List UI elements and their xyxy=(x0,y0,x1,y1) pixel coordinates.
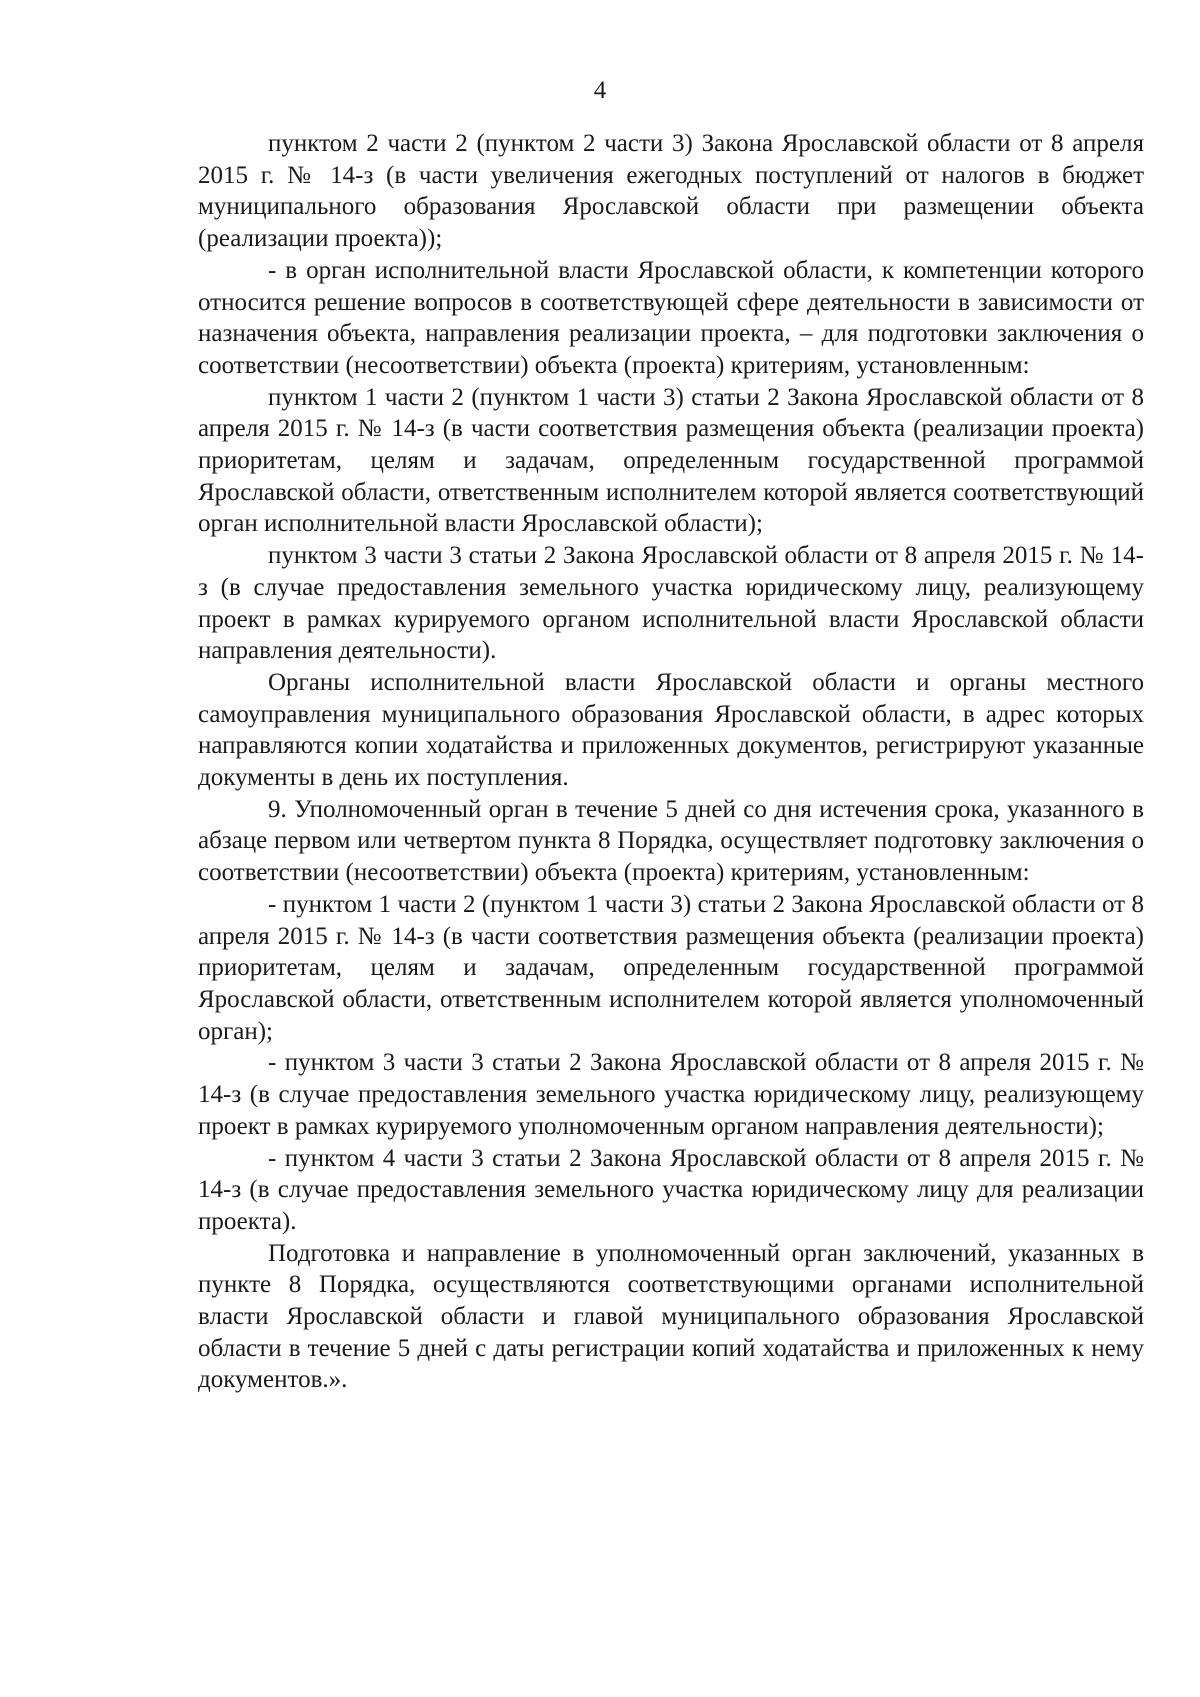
paragraph: Подготовка и направление в уполномоченный орган заключений, указанных в пункте 8 Порядка, осуществляются соответствующими органами исполнительной власти Ярославской области и главой муниципального образования Ярославской области в течение 5 дней с даты регистрации копий ходатайства и приложенных к нему документов.». xyxy=(198,1239,1144,1394)
page-number: 4 xyxy=(593,77,607,104)
paragraph: - в орган исполнительной власти Ярославской области, к компетенции которого относится решение вопросов в соответствующей сфере деятельности в зависимости от назначения объекта, направления реализации проекта, – для подготовки заключения о соответствии (несоответствии) объекта (проекта) критериям, установленным: xyxy=(198,256,1144,379)
paragraph: Органы исполнительной власти Ярославской области и органы местного самоуправления муниципального образования Ярославской области, в адрес которых направляются копии ходатайства и приложенных документов, регистрируют указанные документы в день их поступления. xyxy=(198,668,1144,792)
paragraph: - пунктом 4 части 3 статьи 2 Закона Ярославской области от 8 апреля 2015 г. № 14-з (в случае предоставления земельного участка юридическому лицу для реализации проекта). xyxy=(198,1144,1144,1235)
paragraph: - пунктом 3 части 3 статьи 2 Закона Ярославской области от 8 апреля 2015 г. № 14-з (в случае предоставления земельного участка юридическому лицу, реализующему проект в рамках курируемого уполномоченным органом направления деятельности); xyxy=(198,1049,1144,1140)
paragraph: 9. Уполномоченный орган в течение 5 дней со дня истечения срока, указанного в абзаце первом или четвертом пункта 8 Порядка, осуществляет подготовку заключения о соответствии (несоответствии) объекта (проекта) критериям, установленным: xyxy=(198,795,1144,887)
paragraph: пунктом 1 части 2 (пунктом 1 части 3) статьи 2 Закона Ярославской области от 8 апреля 2015 г. № 14-з (в части соответствия размещения объекта (реализации проекта) приоритетам, целям и задачам, определенным государственной программой Ярославской области, ответственным исполнителем которой является соответствующий орган исполнительной власти Ярославской области); xyxy=(198,383,1144,538)
paragraph: - пунктом 1 части 2 (пунктом 1 части 3) статьи 2 Закона Ярославской области от 8 апреля 2015 г. № 14-з (в части соответствия размещения объекта (реализации проекта) приоритетам, целям и задачам, определенным государственной программой Ярославской области, ответственным исполнителем которой является уполномоченный орган); xyxy=(198,890,1144,1045)
paragraph: пунктом 2 части 2 (пунктом 2 части 3) Закона Ярославской области от 8 апреля 2015 г. № 14-з (в части увеличения ежегодных поступлений от налогов в бюджет муниципального образования Ярославской области при размещении объекта (реализации проекта)); xyxy=(198,130,1144,253)
document-body xyxy=(198,128,1144,1396)
paragraph: пунктом 3 части 3 статьи 2 Закона Ярославской области от 8 апреля 2015 г. № 14-з (в случае предоставления земельного участка юридическому лицу, реализующему проект в рамках курируемого органом исполнительной власти Ярославской области направления деятельности). xyxy=(198,542,1144,665)
